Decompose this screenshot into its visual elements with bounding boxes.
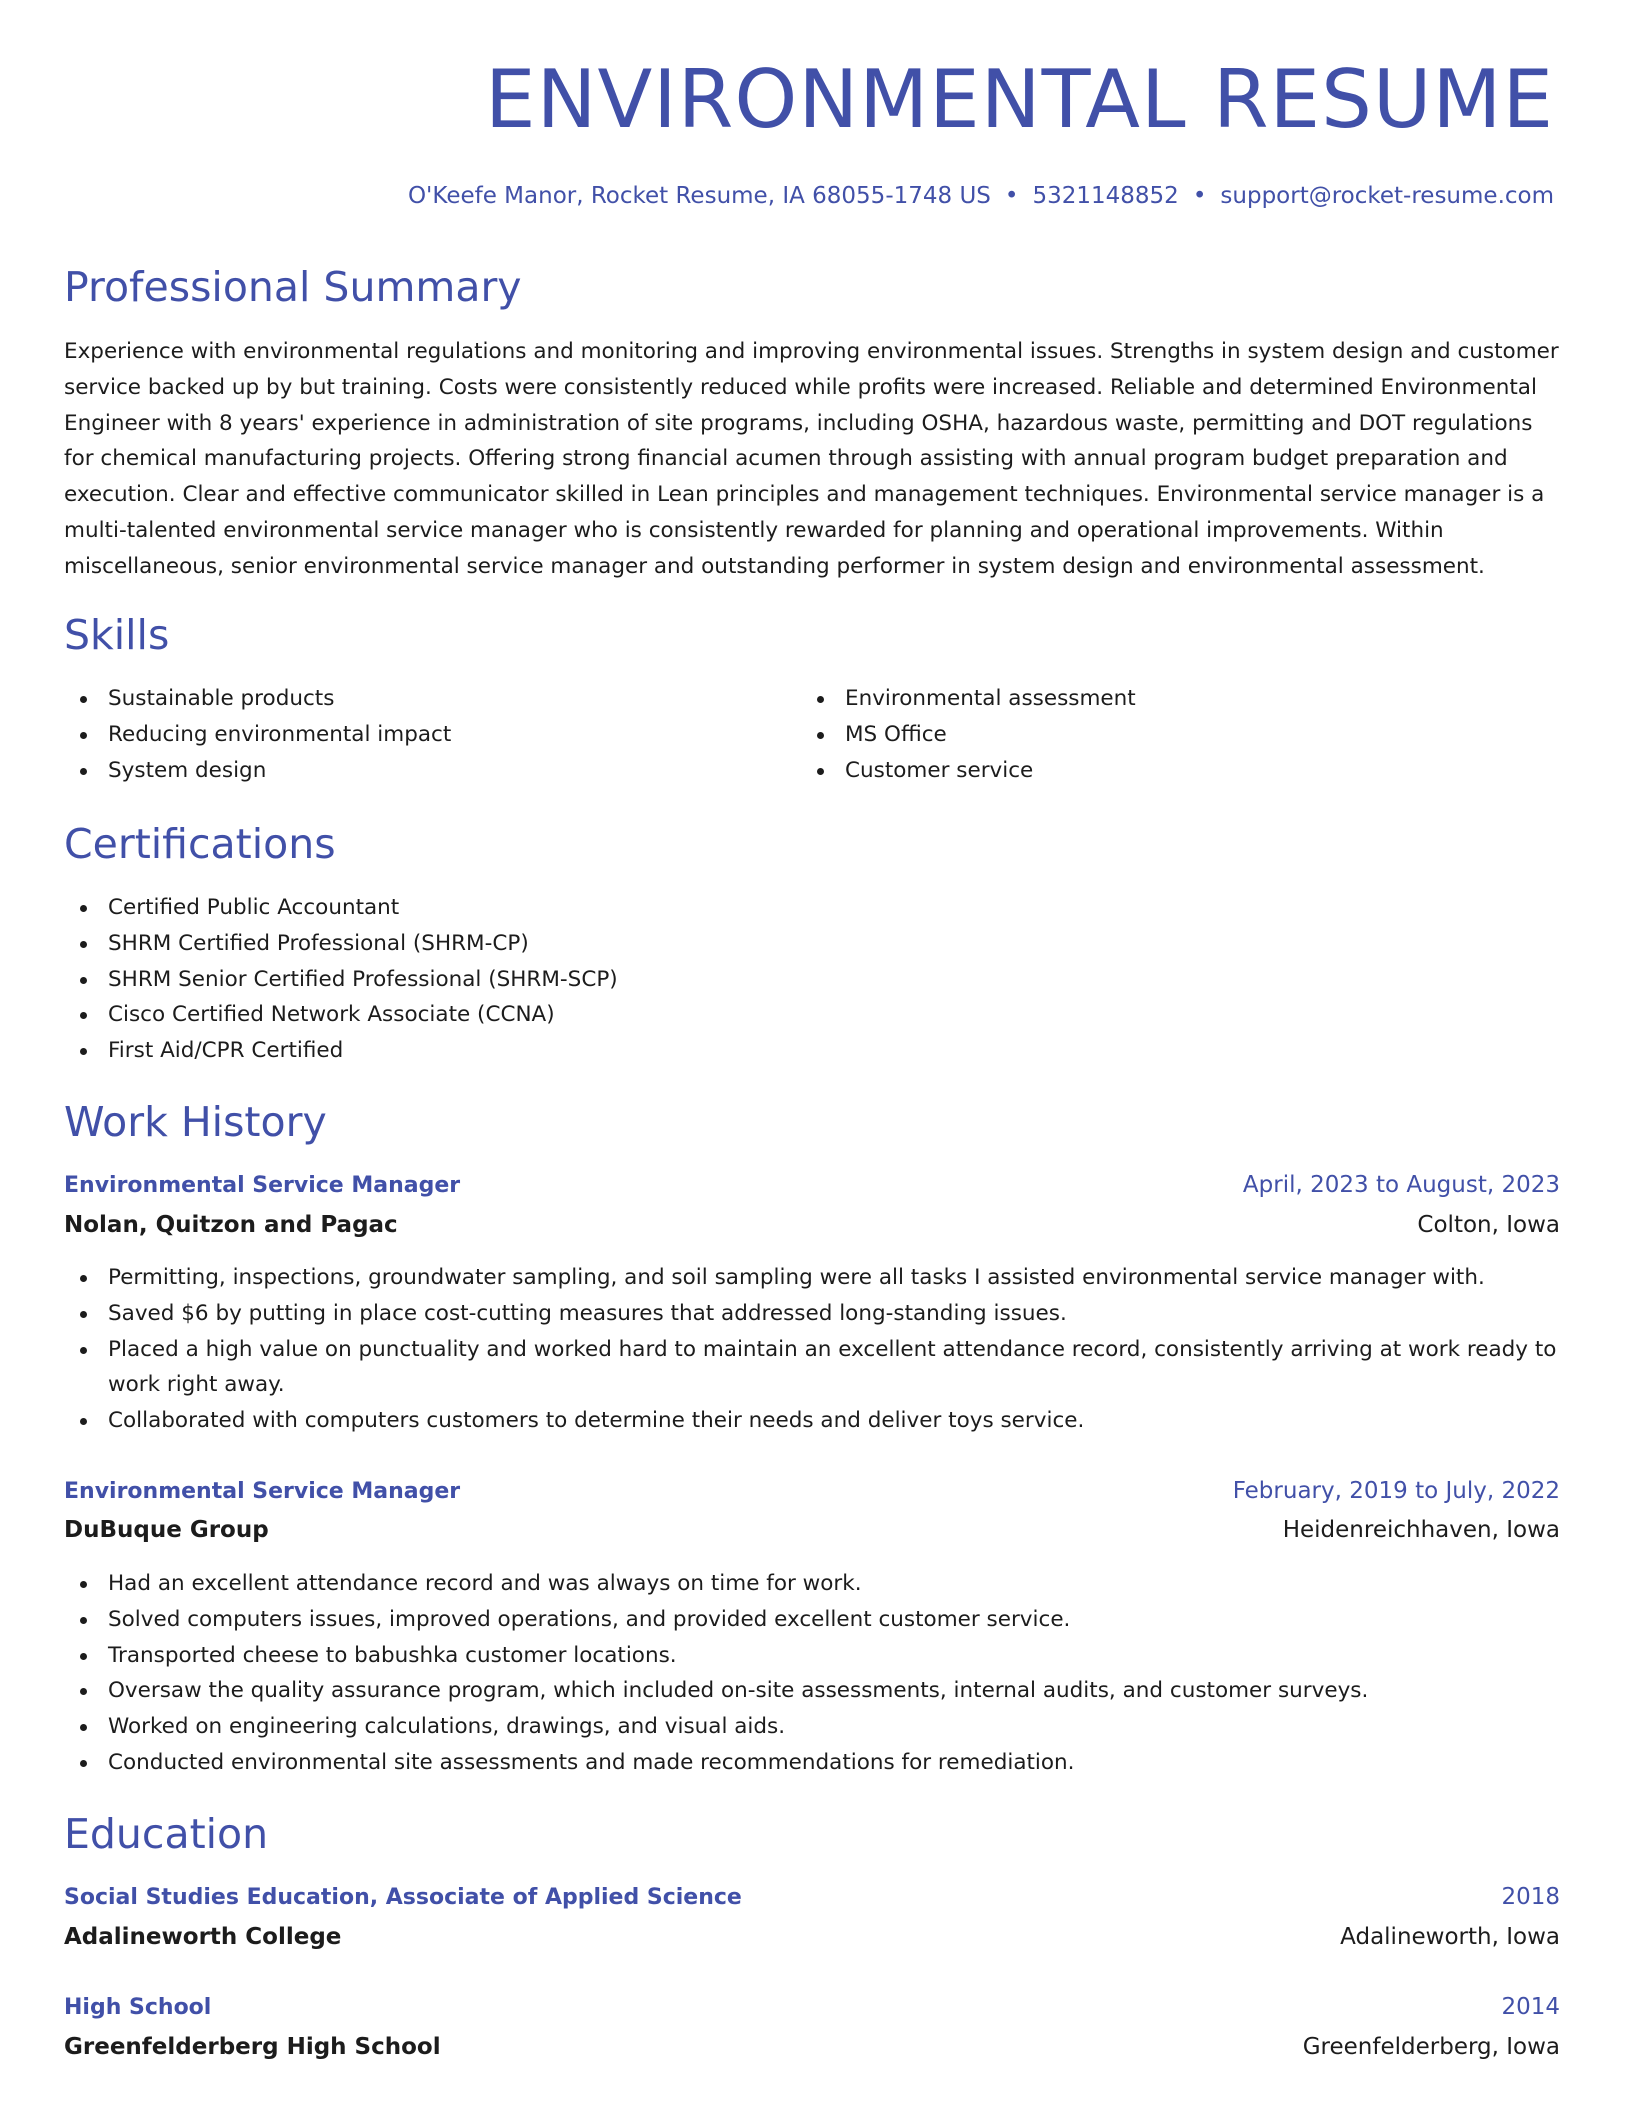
contact-email[interactable]: support@rocket-resume.com (1220, 183, 1554, 209)
job-company: Nolan, Quitzon and Pagac (64, 1212, 398, 1238)
job-bullet: Conducted environmental site assessments and made recommendations for remediation. (64, 1745, 1560, 1781)
job-header (64, 1474, 1560, 1508)
certification-item: Certified Public Accountant (64, 890, 618, 926)
job-bullet: Placed a high value on punctuality and worked hard to maintain an excellent attendance record, consistently arriving at work ready to work right away. (64, 1332, 1560, 1404)
job-bullet: Solved computers issues, improved operations, and provided excellent customer service. (64, 1602, 1560, 1638)
education-school-row (64, 1920, 1560, 1954)
skill-item: Environmental assessment (801, 681, 1136, 717)
certifications-list (64, 890, 618, 1069)
job-location: Colton, Iowa (1417, 1212, 1560, 1238)
contact-line (408, 180, 1554, 212)
certification-item: SHRM Certified Professional (SHRM-CP) (64, 926, 618, 962)
job-title: Environmental Service Manager (64, 1478, 461, 1504)
job-bullets (64, 1260, 1560, 1439)
job-bullet: Permitting, inspections, groundwater sampling, and soil sampling were all tasks I assisted environmental service manager with. (64, 1260, 1560, 1296)
contact-separator: • (1192, 183, 1207, 209)
education-header (64, 1990, 1560, 2024)
education-school: Greenfelderberg High School (64, 2034, 441, 2060)
section-title-summary: Professional Summary (64, 263, 522, 311)
section-title-work-history: Work History (64, 1098, 327, 1146)
job-company: DuBuque Group (64, 1517, 269, 1543)
skills-list-right (801, 681, 1136, 788)
skill-item: Sustainable products (64, 681, 451, 717)
job-header (64, 1168, 1560, 1202)
job-dates: February, 2019 to July, 2022 (1232, 1478, 1560, 1504)
certification-item: SHRM Senior Certified Professional (SHRM-SCP) (64, 962, 618, 998)
section-title-certifications: Certifications (64, 820, 336, 868)
job-bullet: Worked on engineering calculations, drawings, and visual aids. (64, 1709, 1560, 1745)
education-degree: Social Studies Education, Associate of Applied Science (64, 1884, 742, 1910)
job-title: Environmental Service Manager (64, 1172, 461, 1198)
contact-phone: 5321148852 (1032, 183, 1179, 209)
job-location: Heidenreichhaven, Iowa (1282, 1517, 1560, 1543)
summary-text: Experience with environmental regulations and monitoring and improving environmental issues. Strengths in system design and customer service backed up by but training. Costs were consistently reduced while profits were increased. Reliable and determined Environmental Engineer with 8 years' experience in administration of site programs, including OSHA, hazardous waste, permitting and DOT regulations for chemical manufacturing projects. Offering strong financial acumen through assisting with annual program budget preparation and execution. Clear and effective communicator skilled in Lean principles and management techniques. Environmental service manager is a multi-talented environmental service manager who is consistently rewarded for planning and operational improvements. Within miscellaneous, senior environmental service manager and outstanding performer in system design and environmental assessment. (64, 339, 1559, 579)
job-bullet: Oversaw the quality assurance program, which included on-site assessments, internal audits, and customer surveys. (64, 1673, 1560, 1709)
education-school-row (64, 2030, 1560, 2064)
education-location: Adalineworth, Iowa (1340, 1924, 1560, 1950)
job-bullets (64, 1566, 1560, 1781)
job-bullet: Transported cheese to babushka customer locations. (64, 1638, 1560, 1674)
job-employer-row (64, 1208, 1560, 1242)
skill-item: Customer service (801, 753, 1136, 789)
education-location: Greenfelderberg, Iowa (1302, 2034, 1560, 2060)
contact-address: O'Keefe Manor, Rocket Resume, IA 68055-1748 US (407, 183, 991, 209)
contact-separator: • (1004, 183, 1019, 209)
certification-item: First Aid/CPR Certified (64, 1033, 618, 1069)
education-degree: High School (64, 1994, 212, 2020)
job-dates: April, 2023 to August, 2023 (1242, 1172, 1560, 1198)
resume-name: ENVIRONMENTAL RESUME (485, 53, 1554, 146)
section-title-education: Education (64, 1810, 269, 1858)
section-title-skills: Skills (64, 611, 170, 659)
skill-item: System design (64, 753, 451, 789)
job-bullet: Collaborated with computers customers to determine their needs and deliver toys service. (64, 1403, 1560, 1439)
education-header (64, 1880, 1560, 1914)
education-year: 2018 (1501, 1884, 1560, 1910)
education-year: 2014 (1501, 1994, 1560, 2020)
job-employer-row (64, 1513, 1560, 1547)
skill-item: MS Office (801, 717, 1136, 753)
certification-item: Cisco Certified Network Associate (CCNA) (64, 997, 618, 1033)
skill-item: Reducing environmental impact (64, 717, 451, 753)
education-school: Adalineworth College (64, 1924, 342, 1950)
skills-list-left (64, 681, 451, 788)
job-bullet: Saved $6 by putting in place cost-cutting measures that addressed long-standing issues. (64, 1296, 1560, 1332)
job-bullet: Had an excellent attendance record and was always on time for work. (64, 1566, 1560, 1602)
